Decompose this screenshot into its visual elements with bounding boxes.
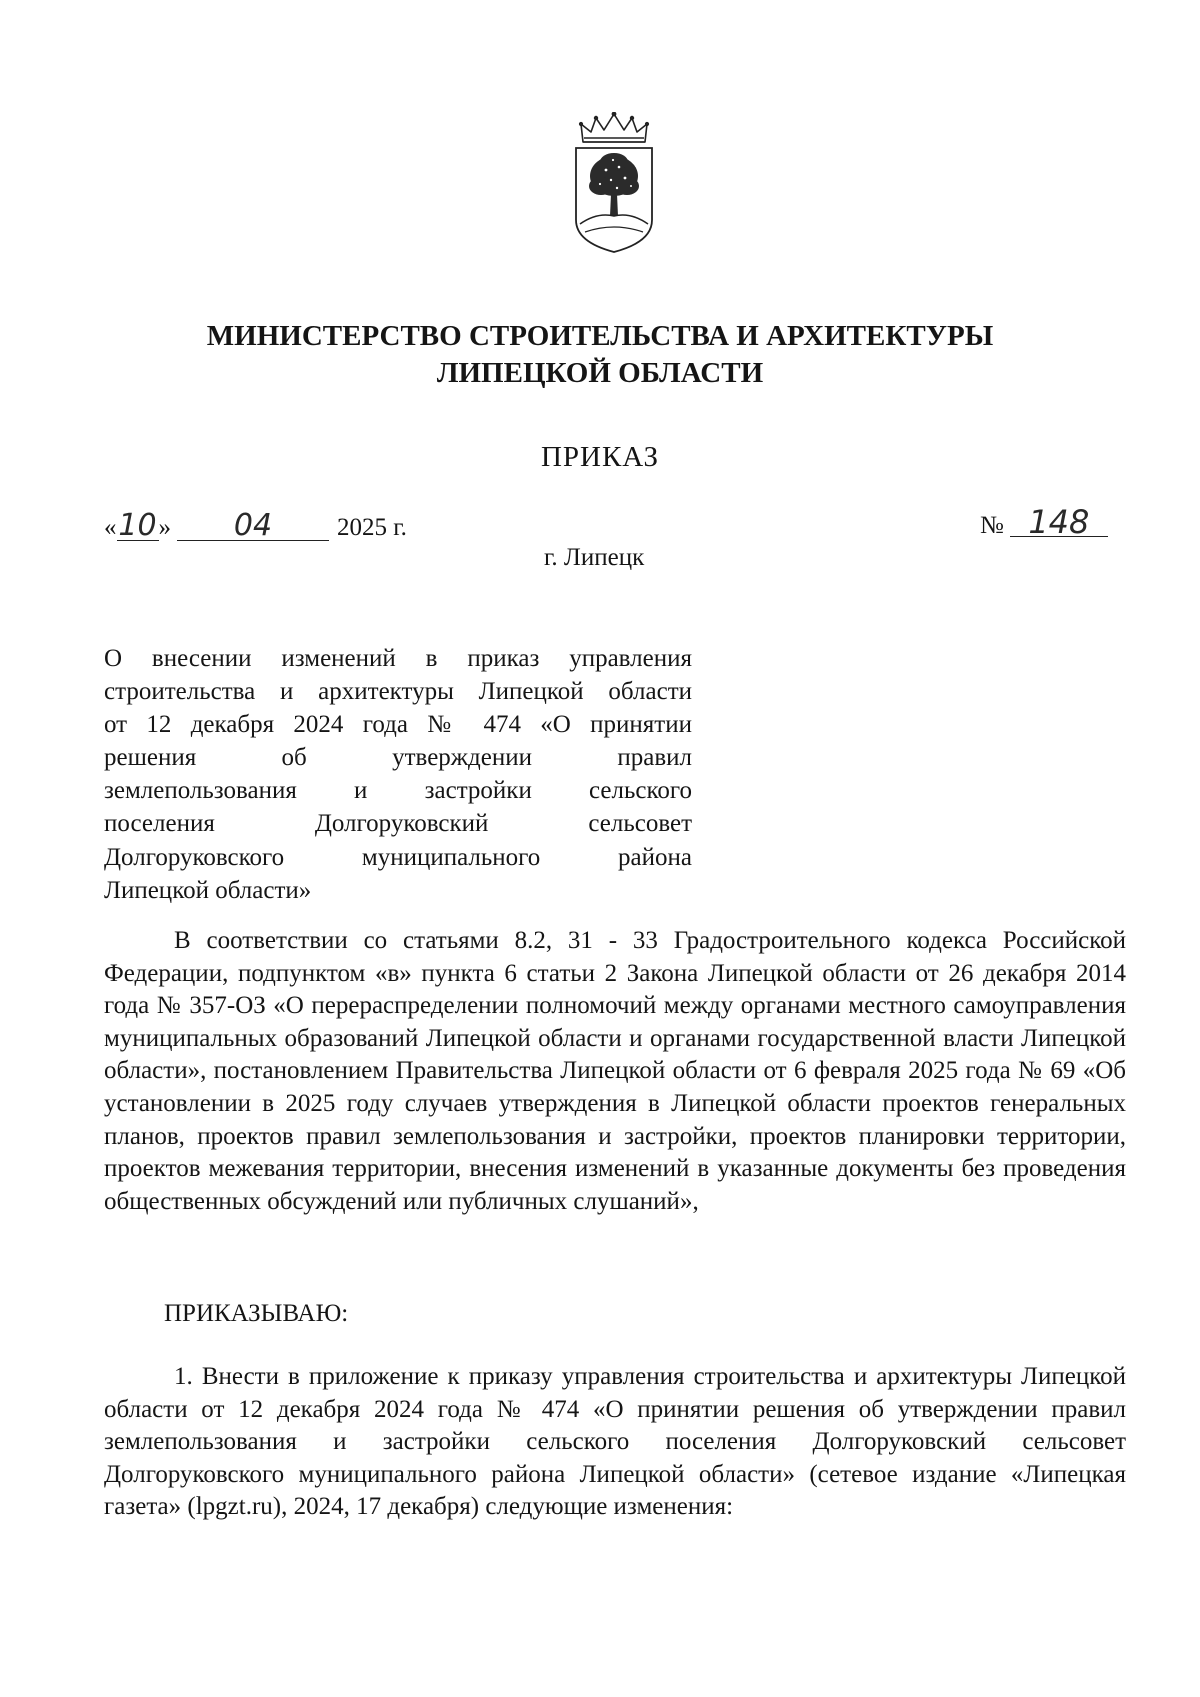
number-sign: № — [980, 512, 1004, 539]
title-line: землепользования и застройки сельского — [104, 777, 692, 805]
order-directive: ПРИКАЗЫВАЮ: — [164, 1300, 349, 1327]
title-line: Долгоруковского муниципального района — [104, 843, 692, 871]
handwritten-number: 148 — [1010, 508, 1108, 537]
city-name: г. Липецк — [544, 544, 645, 571]
handwritten-month: 04 — [177, 512, 329, 541]
coat-of-arms-icon — [573, 112, 655, 254]
title-line: строительства и архитектуры Липецкой области — [104, 678, 692, 706]
order-item-1: 1. Внести в приложение к приказу управления строительства и архитектуры Липецкой области от 12 декабря 2024 года № 474 «О принятии решения об утверждении правил землепользования и застройки сельского поселения Долгоруковский сельсовет Долгоруковского муниципального района Липецкой области» (сетевое издание «Липецкая газета» (lpgzt.ru), 2024, 17 декабря) следующие изменения: — [104, 1363, 1126, 1521]
quote-open: « — [104, 514, 117, 541]
title-line: поселения Долгоруковский сельсовет — [104, 810, 692, 838]
document-type: ПРИКАЗ — [540, 441, 660, 473]
title-line: Липецкой области» — [104, 876, 312, 904]
order-date — [104, 508, 407, 543]
order-number — [980, 503, 1108, 541]
ministry-line-1: МИНИСТЕРСТВО СТРОИТЕЛЬСТВА И АРХИТЕКТУРЫ — [206, 320, 994, 352]
title-line: О внесении изменений в приказ управления — [104, 645, 692, 672]
basis-paragraph: В соответствии со статьями 8.2, 31 - 33 Градостроительного кодекса Российской Федерации, подпунктом «в» пункта 6 статьи 2 Закона Липецкой области от 26 декабря 2014 года № 357-ОЗ «О перераспределении полномочий между органами местного самоуправления муниципальных образований Липецкой области и органами государственной власти Липецкой области», постановлением Правительства Липецкой области от 6 февраля 2025 года № 69 «Об установлении в 2025 году случаев утверждения в Липецкой области проектов генеральных планов, проектов правил землепользования и застройки, проектов планировки территории, проектов межевания территории, внесения изменений в указанные документы без проведения общественных обсуждений или публичных слушаний», — [104, 927, 1126, 1215]
ministry-line-2: ЛИПЕЦКОЙ ОБЛАСТИ — [436, 357, 764, 389]
ministry-name — [140, 318, 1060, 392]
title-line: решения об утверждении правил — [104, 744, 692, 772]
handwritten-day: 10 — [118, 508, 157, 543]
order-year: 2025 г. — [337, 514, 407, 541]
order-title — [104, 642, 692, 907]
title-line: от 12 декабря 2024 года № 474 «О принятии — [104, 711, 692, 739]
quote-close: » — [158, 514, 171, 541]
